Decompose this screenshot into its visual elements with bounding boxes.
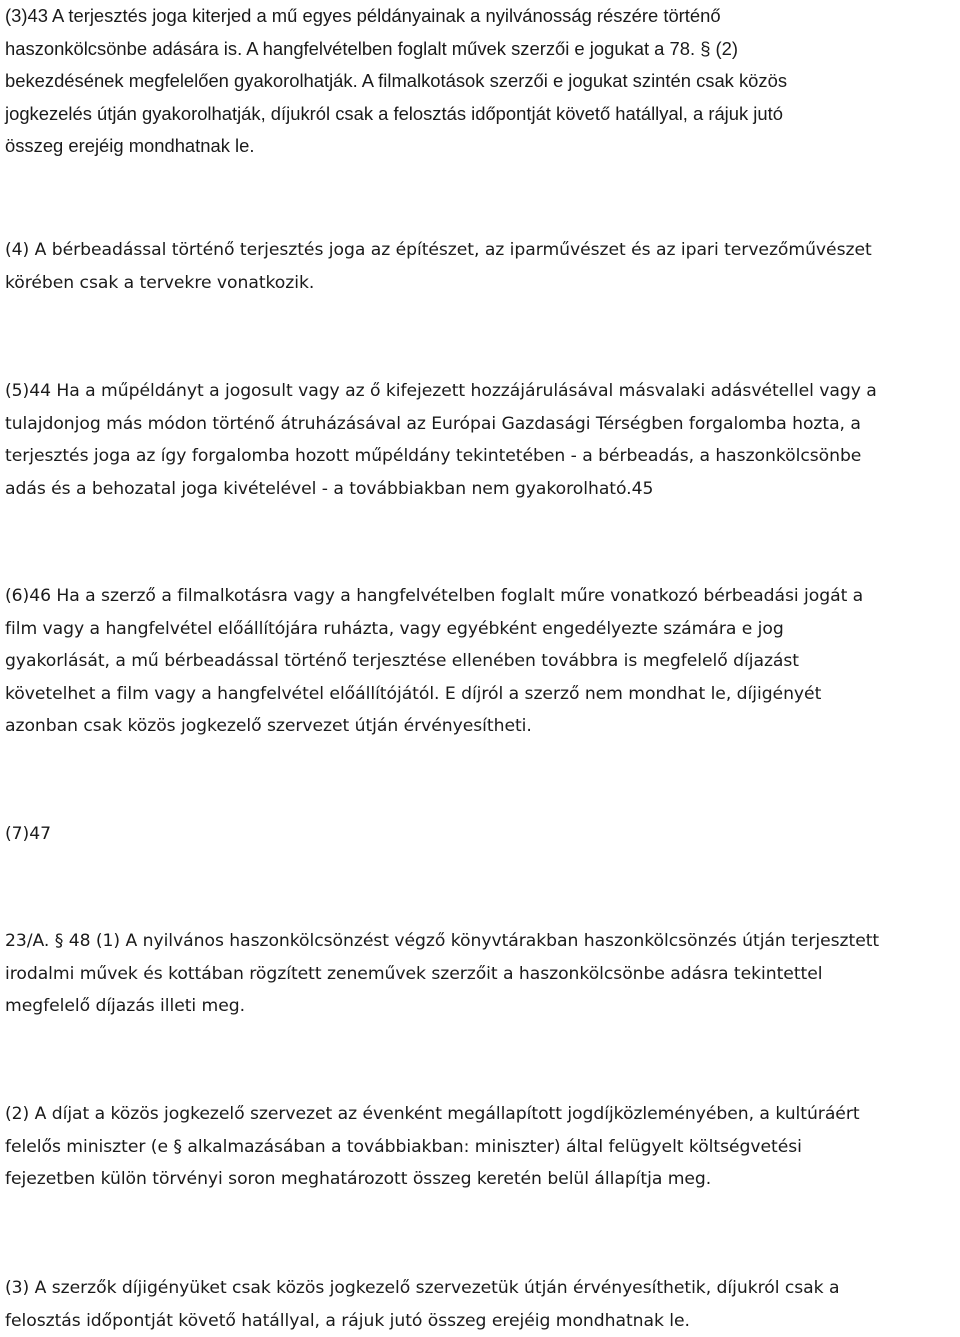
section-23a-2 bbox=[5, 1098, 860, 1196]
paragraph-3 bbox=[5, 0, 787, 163]
paragraph-line: jogkezelés útján gyakorolhatják, díjukról csak a felosztás időpontját követő hatállyal, a rájuk jutó bbox=[5, 102, 783, 124]
paragraph-line: azonban csak közös jogkezelő szervezet útján érvényesítheti. bbox=[5, 716, 532, 737]
paragraph-4 bbox=[5, 234, 872, 299]
paragraph-6 bbox=[5, 580, 863, 743]
paragraph-line: bekezdésének megfelelően gyakorolhatják. A filmalkotások szerzői e jogukat szintén csak közös bbox=[5, 70, 788, 92]
paragraph-line: tulajdonjog más módon történő átruházásával az Európai Gazdasági Térségben forgalomba hozta, a bbox=[5, 413, 861, 434]
paragraph-line: (3)43 A terjesztés joga kiterjed a mű egyes példányainak a nyilvánosság részére történő bbox=[5, 5, 721, 26]
section-23a-1 bbox=[5, 925, 879, 1023]
paragraph-line: követelhet a film vagy a hangfelvétel előállítójától. E díjról a szerző nem mondhat le, díjigényét bbox=[5, 683, 822, 704]
paragraph-line: haszonkölcsönbe adására is. A hangfelvételben foglalt művek szerzői e jogukat a 78. § (2) bbox=[5, 37, 739, 59]
paragraph-line: (7)47 bbox=[5, 824, 51, 844]
paragraph-line: film vagy a hangfelvétel előállítójára ruházta, vagy egyébként engedélyezte számára e jog bbox=[5, 618, 784, 639]
paragraph-line: körében csak a tervekre vonatkozik. bbox=[5, 272, 315, 293]
paragraph-line: (3) A szerzők díjigényüket csak közös jogkezelő szervezetük útján érvényesíthetik, díjukról csak a bbox=[5, 1278, 840, 1298]
paragraph-line: (6)46 Ha a szerző a filmalkotásra vagy a hangfelvételben foglalt műre vonatkozó bérbeadási jogát a bbox=[5, 586, 864, 606]
paragraph-line: gyakorlását, a mű bérbeadással történő terjesztése ellenében továbbra is megfelelő díjazást bbox=[5, 651, 799, 672]
paragraph-line: (2) A díjat a közös jogkezelő szervezet az évenként megállapított jogdíjközleményében, a kultúráért bbox=[5, 1104, 860, 1124]
paragraph-line: (4) A bérbeadással történő terjesztés joga az építészet, az iparművészet és az ipari tervezőművészet bbox=[5, 240, 872, 260]
paragraph-5 bbox=[5, 375, 877, 505]
paragraph-line: (5)44 Ha a műpéldányt a jogosult vagy az ő kifejezett hozzájárulásával másvalaki adásvétellel vagy a bbox=[5, 381, 877, 401]
paragraph-line: felelős miniszter (e § alkalmazásában a továbbiakban: miniszter) által felügyelt költségvetési bbox=[5, 1136, 802, 1157]
paragraph-7 bbox=[5, 818, 51, 851]
paragraph-line: 23/A. § 48 (1) A nyilvános haszonkölcsönzést végző könyvtárakban haszonkölcsönzés útján terjesztett bbox=[5, 931, 880, 951]
paragraph-line: irodalmi művek és kottában rögzített zeneművek szerzőit a haszonkölcsönbe adásra tekintettel bbox=[5, 963, 823, 984]
paragraph-line: terjesztés joga az így forgalomba hozott műpéldány tekintetében - a bérbeadás, a haszonkölcsönbe bbox=[5, 446, 862, 467]
paragraph-line: adás és a behozatal joga kivételével - a továbbiakban nem gyakorolható.45 bbox=[5, 478, 654, 499]
paragraph-line: összeg erejéig mondhatnak le. bbox=[5, 135, 255, 157]
section-23a-3 bbox=[5, 1272, 839, 1337]
paragraph-line: felosztás időpontját követő hatállyal, a rájuk jutó összeg erejéig mondhatnak le. bbox=[5, 1310, 690, 1331]
paragraph-line: fejezetben külön törvényi soron meghatározott összeg keretén belül állapítja meg. bbox=[5, 1169, 712, 1190]
paragraph-line: megfelelő díjazás illeti meg. bbox=[5, 996, 246, 1017]
